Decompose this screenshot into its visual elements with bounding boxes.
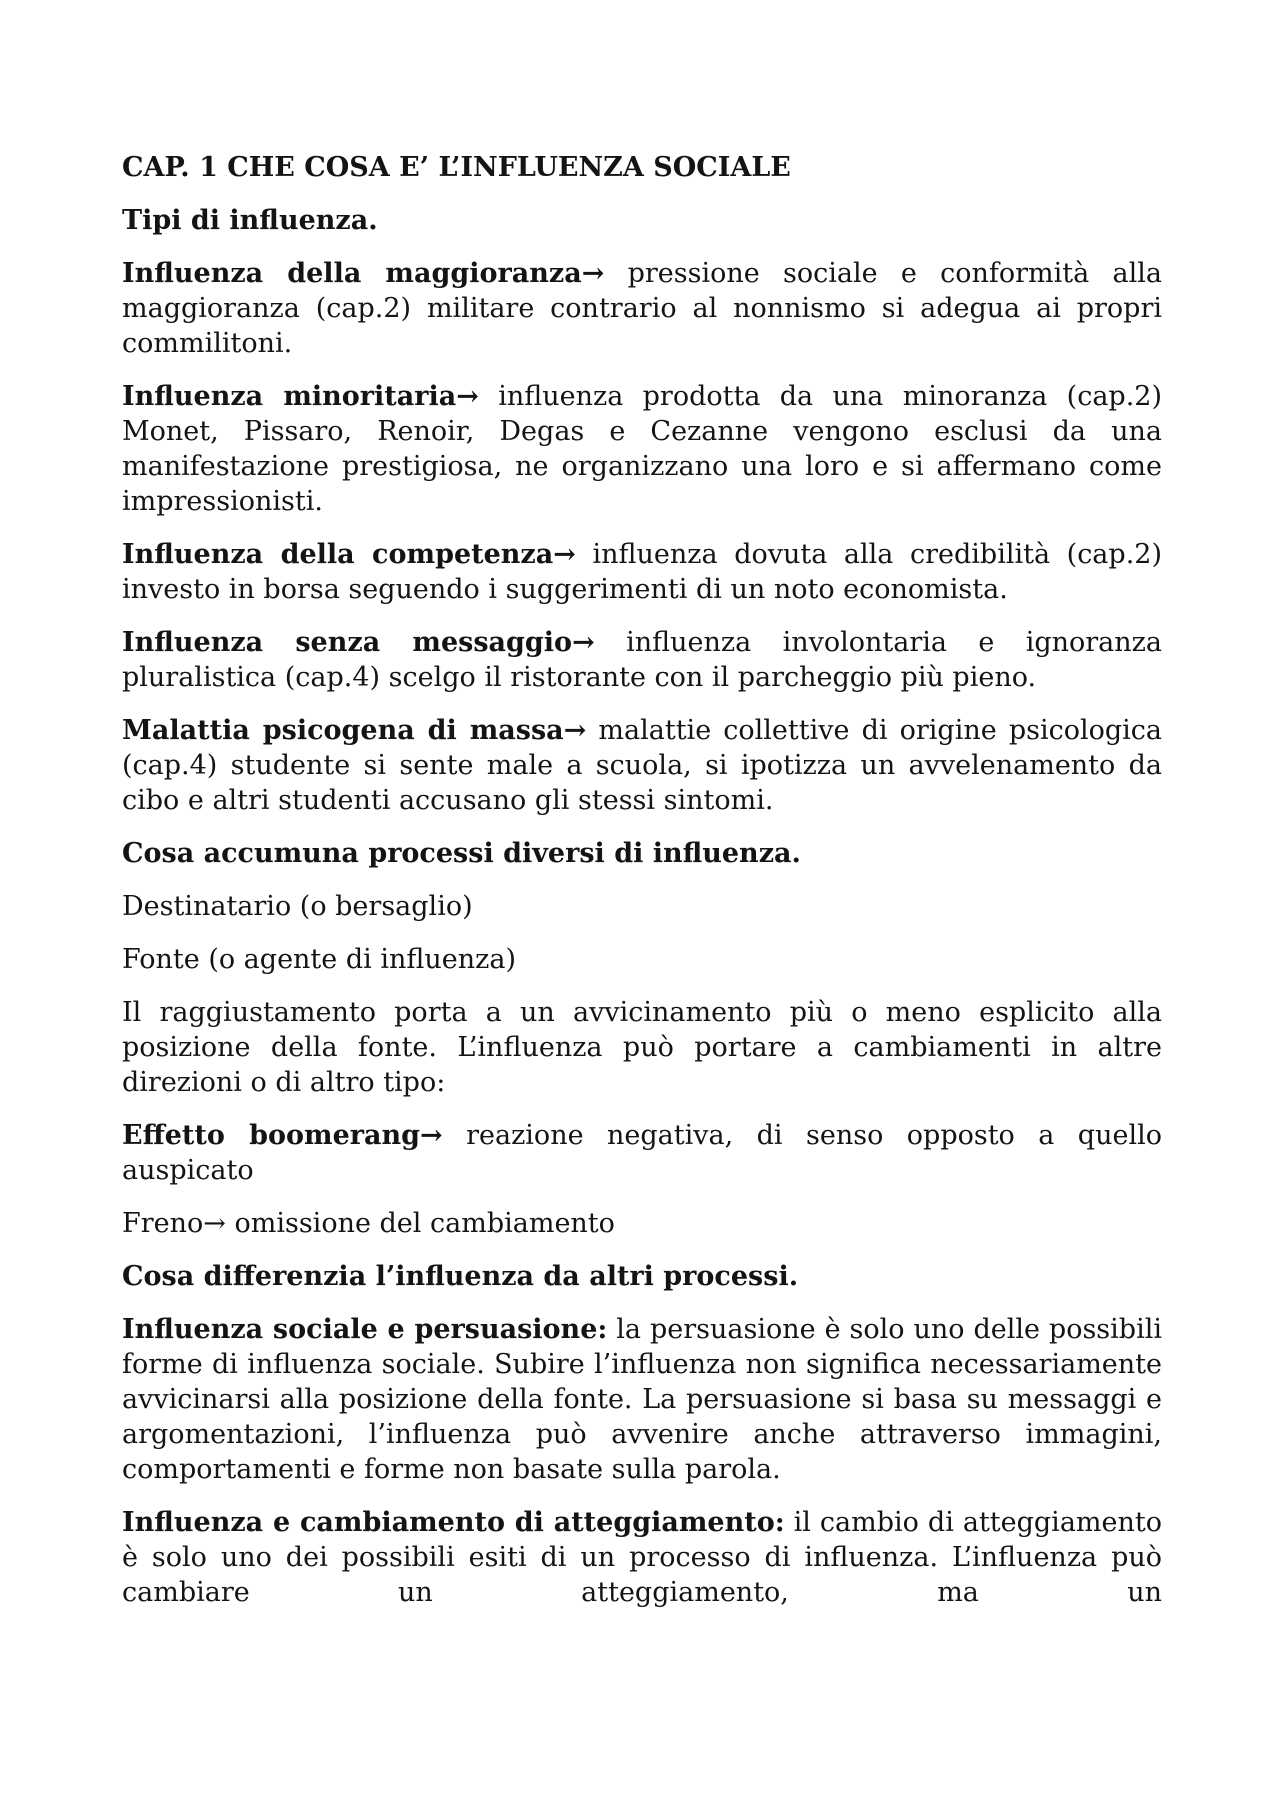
arrow-icon: → <box>203 1208 226 1239</box>
document-page <box>122 150 1162 1610</box>
arrow-icon: → <box>420 1120 443 1151</box>
line-fonte: Fonte (o agente di influenza) <box>122 944 516 975</box>
paragraph-minoritaria: Influenza minoritaria→ influenza prodotta da una minoranza (cap.2) Monet, Pissaro, Renoir, Degas e Cezanne vengono esclusi da una manifestazione prestigiosa, ne organizzano una loro e si affermano come impressionisti. <box>122 381 1162 517</box>
arrow-icon: → <box>563 715 587 746</box>
arrow-icon: → <box>572 627 595 658</box>
paragraph-boomerang: Effetto boomerang→ reazione negativa, di senso opposto a quello auspicato <box>122 1120 1162 1186</box>
paragraph-atteggiamento: Influenza e cambiamento di atteggiamento: il cambio di atteggiamento è solo uno dei possibili esiti di un processo di influenza. L’influenza può cambiare un atteggiamento, ma un <box>122 1507 1162 1608</box>
term-persuasione: Influenza sociale e persuasione: <box>122 1314 608 1345</box>
paragraph-malattia-psicogena: Malattia psicogena di massa→ malattie collettive di origine psicologica (cap.4) studente si sente male a scuola, si ipotizza un avvelenamento da cibo e altri studenti accusano gli stessi sintomi. <box>122 715 1162 816</box>
paragraph-raggiustamento: Il raggiustamento porta a un avvicinamento più o meno esplicito alla posizione della fonte. L’influenza può portare a cambiamenti in altre direzioni o di altro tipo: <box>122 997 1162 1098</box>
chapter-title: CAP. 1 CHE COSA E’ L’INFLUENZA SOCIALE <box>122 152 791 183</box>
paragraph-senza-messaggio: Influenza senza messaggio→ influenza involontaria e ignoranza pluralistica (cap.4) scelgo il ristorante con il parcheggio più pieno. <box>122 627 1162 693</box>
term-boomerang: Effetto boomerang→ <box>122 1120 443 1151</box>
section-heading-tipi: Tipi di influenza. <box>122 205 378 236</box>
term-senza-messaggio: Influenza senza messaggio→ <box>122 627 595 658</box>
line-destinatario: Destinatario (o bersaglio) <box>122 891 473 922</box>
arrow-icon: → <box>581 258 605 289</box>
paragraph-maggioranza: Influenza della maggioranza→ pressione sociale e conformità alla maggioranza (cap.2) militare contrario al nonnismo si adegua ai propri commilitoni. <box>122 258 1162 359</box>
section-heading-accumuna: Cosa accumuna processi diversi di influenza. <box>122 838 801 869</box>
arrow-icon: → <box>553 539 576 570</box>
paragraph-freno: Freno→ omissione del cambiamento <box>122 1208 615 1239</box>
paragraph-competenza: Influenza della competenza→ influenza dovuta alla credibilità (cap.2) investo in borsa seguendo i suggerimenti di un noto economista. <box>122 539 1162 605</box>
paragraph-persuasione: Influenza sociale e persuasione: la persuasione è solo uno delle possibili forme di influenza sociale. Subire l’influenza non significa necessariamente avvicinarsi alla posizione della fonte. La persuasione si basa su messaggi e argomentazioni, l’influenza può avvenire anche attraverso immagini, comportamenti e forme non basate sulla parola. <box>122 1314 1162 1485</box>
term-maggioranza: Influenza della maggioranza→ <box>122 258 605 289</box>
arrow-icon: → <box>456 381 479 412</box>
term-minoritaria: Influenza minoritaria→ <box>122 381 479 412</box>
term-malattia-psicogena: Malattia psicogena di massa→ <box>122 715 587 746</box>
term-freno: Freno <box>122 1208 204 1239</box>
section-heading-differenzia: Cosa differenzia l’influenza da altri processi. <box>122 1261 799 1292</box>
term-atteggiamento: Influenza e cambiamento di atteggiamento: <box>122 1507 785 1538</box>
term-competenza: Influenza della competenza→ <box>122 539 576 570</box>
